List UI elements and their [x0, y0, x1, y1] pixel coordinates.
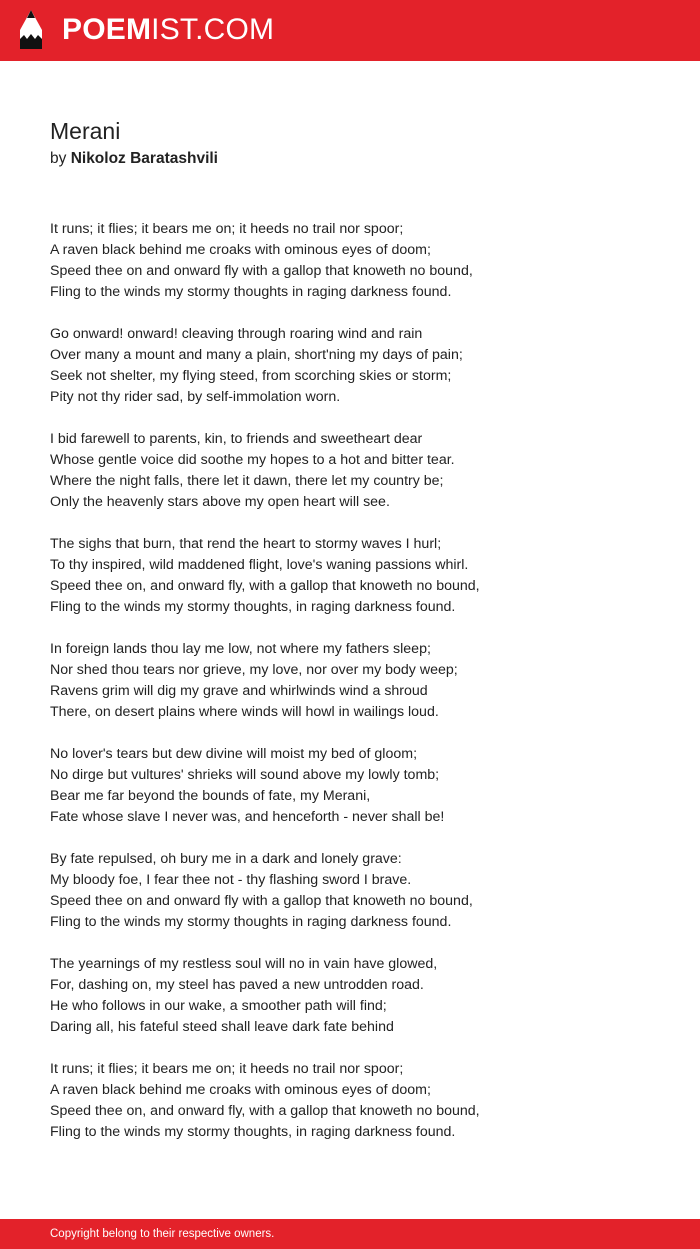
poem-line: No lover's tears but dew divine will moist my bed of gloom; [50, 746, 418, 762]
stanza [50, 219, 670, 303]
poem-line: There, on desert plains where winds will howl in wailings loud. [50, 704, 439, 720]
poem-line: Fling to the winds my stormy thoughts, in raging darkness found. [50, 599, 456, 615]
poem-title: Merani [50, 118, 121, 144]
poem-line: Fling to the winds my stormy thoughts in raging darkness found. [50, 284, 452, 300]
poem-line: Pity not thy rider sad, by self-immolation worn. [50, 389, 341, 405]
site-header [0, 0, 700, 61]
poem-line: Ravens grim will dig my grave and whirlwinds wind a shroud [50, 683, 428, 699]
poem-line: Only the heavenly stars above my open heart will see. [50, 494, 390, 510]
byline [50, 149, 218, 169]
poem-line: It runs; it flies; it bears me on; it heeds no trail nor spoor; [50, 221, 404, 237]
poem-line: Daring all, his fateful steed shall leave dark fate behind [50, 1019, 394, 1035]
poem-line: Bear me far beyond the bounds of fate, my Merani, [50, 788, 371, 804]
poem-line: Fling to the winds my stormy thoughts in raging darkness found. [50, 914, 452, 930]
stanza [50, 954, 670, 1038]
poem-line: The sighs that burn, that rend the heart to stormy waves I hurl; [50, 536, 442, 552]
pencil-tip-icon[interactable] [17, 9, 45, 51]
logo-text-bold: POEM [62, 13, 152, 46]
stanza [50, 429, 670, 513]
poem-line: Seek not shelter, my flying steed, from scorching skies or storm; [50, 368, 452, 384]
poem-body [50, 219, 670, 1164]
poem-line: Fate whose slave I never was, and henceforth - never shall be! [50, 809, 445, 825]
stanza [50, 324, 670, 408]
poem-line: Speed thee on, and onward fly, with a gallop that knoweth no bound, [50, 1103, 480, 1119]
stanza [50, 849, 670, 933]
poem-line: I bid farewell to parents, kin, to friends and sweetheart dear [50, 431, 423, 447]
poem-line: A raven black behind me croaks with ominous eyes of doom; [50, 242, 431, 258]
copyright-text: Copyright belong to their respective owners. [50, 1228, 275, 1240]
poem-line: The yearnings of my restless soul will no in vain have glowed, [50, 956, 438, 972]
poem-line: In foreign lands thou lay me low, not where my fathers sleep; [50, 641, 431, 657]
poem-line: No dirge but vultures' shrieks will sound above my lowly tomb; [50, 767, 440, 783]
by-label: by [50, 150, 67, 167]
poem-line: For, dashing on, my steel has paved a new untrodden road. [50, 977, 424, 993]
poem-line: Fling to the winds my stormy thoughts, in raging darkness found. [50, 1124, 456, 1140]
poem-line: Nor shed thou tears nor grieve, my love, nor over my body weep; [50, 662, 458, 678]
poem-line: It runs; it flies; it bears me on; it heeds no trail nor spoor; [50, 1061, 404, 1077]
poem-line: A raven black behind me croaks with ominous eyes of doom; [50, 1082, 431, 1098]
poem-line: Speed thee on and onward fly with a gallop that knoweth no bound, [50, 263, 473, 279]
stanza [50, 534, 670, 618]
poem-line: Speed thee on and onward fly with a gallop that knoweth no bound, [50, 893, 473, 909]
poem-line: To thy inspired, wild maddened flight, love's waning passions whirl. [50, 557, 469, 573]
site-footer [0, 1219, 700, 1249]
logo-text-light: IST.COM [151, 13, 275, 46]
stanza [50, 744, 670, 828]
poem-line: Where the night falls, there let it dawn, there let my country be; [50, 473, 444, 489]
poem-line: My bloody foe, I fear thee not - thy flashing sword I brave. [50, 872, 412, 888]
poem-line: Whose gentle voice did soothe my hopes to a hot and bitter tear. [50, 452, 455, 468]
poem-line: Over many a mount and many a plain, short'ning my days of pain; [50, 347, 463, 363]
poem-line: Speed thee on, and onward fly, with a gallop that knoweth no bound, [50, 578, 480, 594]
poem-line: By fate repulsed, oh bury me in a dark and lonely grave: [50, 851, 402, 867]
site-logo[interactable] [62, 13, 274, 47]
poem-line: Go onward! onward! cleaving through roaring wind and rain [50, 326, 423, 342]
stanza [50, 639, 670, 723]
poem-line: He who follows in our wake, a smoother path will find; [50, 998, 387, 1014]
stanza [50, 1059, 670, 1143]
author-name: Nikoloz Baratashvili [70, 150, 218, 167]
